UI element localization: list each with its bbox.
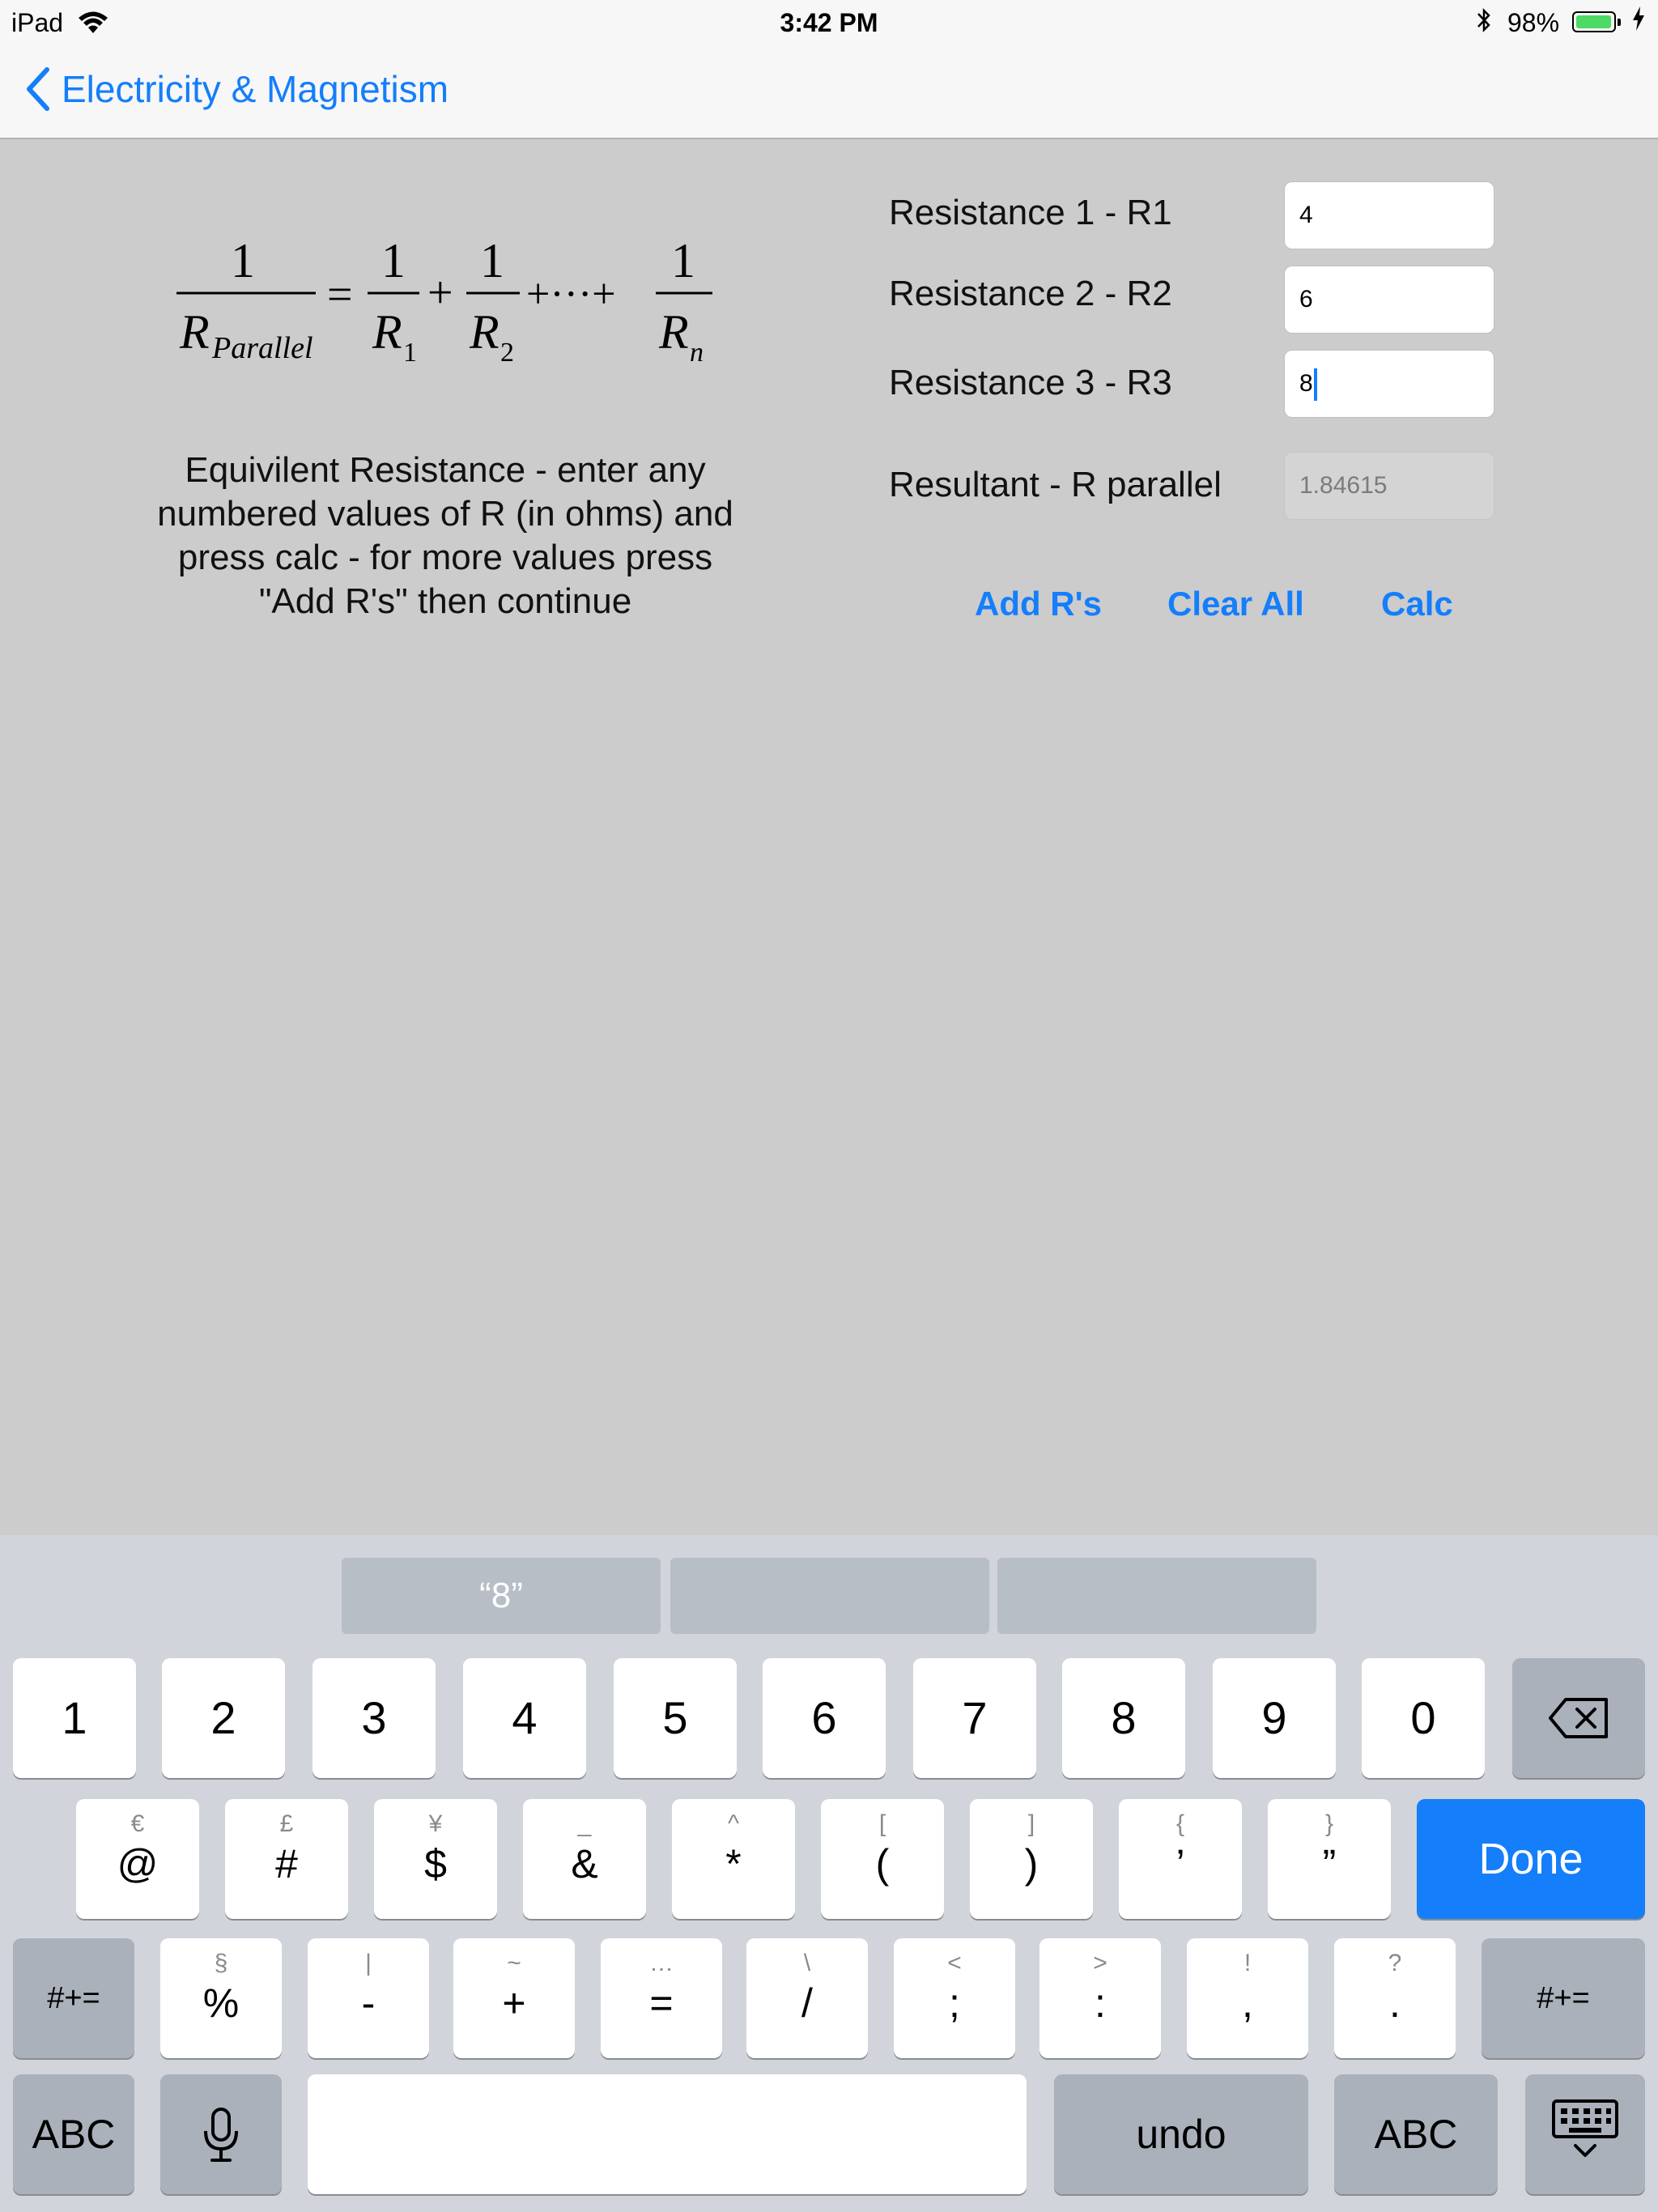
key-row3-0-alt-label: §	[214, 1950, 228, 1976]
key-row3-1-label: -	[361, 1980, 376, 2026]
key-row2-5[interactable]	[821, 1799, 944, 1919]
space-bar[interactable]	[308, 2074, 1027, 2194]
delete-key[interactable]	[1512, 1658, 1645, 1778]
key-row3-7[interactable]	[1187, 1938, 1308, 2058]
key-row2-1[interactable]	[225, 1799, 348, 1919]
suggestion-3[interactable]	[997, 1558, 1316, 1634]
key-row3-5-alt-label: <	[947, 1950, 962, 1976]
instructions-line: numbered values of R (in ohms) and	[157, 494, 733, 534]
key-row2-4-alt-label: ^	[727, 1810, 740, 1837]
result-value: 1.84615	[1299, 472, 1388, 499]
key-row2-4[interactable]	[672, 1799, 795, 1919]
result-label: Resultant - R parallel	[889, 465, 1222, 504]
done-button-label: Done	[1478, 1835, 1584, 1883]
key-row2-8-alt-label: }	[1324, 1810, 1334, 1837]
formula-plus-1: +	[427, 268, 453, 318]
key-row2-6-label: )	[1024, 1841, 1039, 1887]
key-row2-0[interactable]	[76, 1799, 199, 1919]
suggestion-2[interactable]	[670, 1558, 989, 1634]
key-row2-2-label: $	[424, 1841, 447, 1887]
key-row2-8[interactable]	[1268, 1799, 1391, 1919]
instructions-line: press calc - for more values press	[177, 538, 713, 577]
key-row2-5-label: (	[875, 1841, 890, 1887]
key-row3-8-alt-label: ?	[1388, 1950, 1402, 1976]
key-1-label: 1	[62, 1692, 87, 1743]
back-button[interactable]	[24, 63, 449, 115]
key-row3-8-label: .	[1389, 1980, 1401, 2026]
instructions-line: Equivilent Resistance - enter any	[185, 450, 706, 490]
formula-lhs-numerator: 1	[231, 234, 255, 287]
formula-rn: R	[659, 305, 689, 359]
key-row2-5-alt-label: [	[878, 1810, 886, 1837]
suggestion-1[interactable]: “8”	[342, 1558, 661, 1634]
battery-percent: 98%	[1507, 8, 1560, 37]
key-8-label: 8	[1111, 1692, 1137, 1743]
r1-value: 4	[1299, 202, 1313, 228]
formula-rn-numerator: 1	[671, 234, 695, 287]
key-row2-6[interactable]	[970, 1799, 1093, 1919]
undo-key-label: undo	[1136, 2112, 1226, 2157]
clear-all-button[interactable]: Clear All	[1167, 585, 1304, 623]
key-row3-5-label: ;	[949, 1980, 960, 2026]
key-row2-7-alt-label: {	[1175, 1810, 1185, 1837]
key-row2-0-alt-label: €	[130, 1810, 145, 1837]
key-row2-3[interactable]	[523, 1799, 646, 1919]
key-row3-0-label: %	[202, 1980, 240, 2026]
key-1[interactable]	[13, 1658, 136, 1778]
key-row3-4-alt-label: \	[803, 1950, 811, 1976]
key-row3-3-label: =	[649, 1980, 674, 2026]
key-6[interactable]	[763, 1658, 886, 1778]
navigation-bar	[0, 45, 1658, 139]
more-symbols-key-right-label: #+=	[1537, 1981, 1590, 2015]
key-7-label: 7	[962, 1692, 988, 1743]
key-row3-7-label: ,	[1242, 1980, 1253, 2026]
parallel-resistance-formula	[172, 219, 722, 381]
device-name: iPad	[11, 8, 64, 37]
bluetooth-icon	[1475, 6, 1493, 43]
formula-equals: =	[327, 270, 353, 320]
delete-icon	[1548, 1697, 1609, 1739]
undo-key[interactable]	[1054, 2074, 1308, 2194]
key-9[interactable]	[1213, 1658, 1336, 1778]
result-field	[1284, 452, 1494, 520]
key-4[interactable]	[463, 1658, 586, 1778]
back-label: Electricity & Magnetism	[62, 68, 449, 110]
microphone-icon	[202, 2107, 240, 2163]
status-time: 3:42 PM	[780, 8, 878, 37]
formula-r1-numerator: 1	[381, 234, 406, 287]
formula-lhs-r: R	[180, 305, 210, 359]
key-0-label: 0	[1410, 1692, 1436, 1743]
key-row3-6[interactable]	[1039, 1938, 1161, 2058]
key-row3-6-alt-label: >	[1093, 1950, 1107, 1976]
key-row2-4-label: *	[725, 1841, 742, 1887]
key-3[interactable]	[312, 1658, 436, 1778]
key-6-label: 6	[811, 1692, 837, 1743]
instructions-line: "Add R's" then continue	[258, 581, 632, 621]
text-cursor	[1314, 368, 1317, 401]
key-row2-8-label: ”	[1322, 1841, 1337, 1887]
key-0[interactable]	[1362, 1658, 1485, 1778]
r2-field[interactable]	[1284, 266, 1494, 334]
abc-key-right[interactable]	[1334, 2074, 1498, 2194]
key-row2-2-alt-label: ¥	[428, 1810, 443, 1837]
key-row3-1[interactable]	[308, 1938, 429, 2058]
r1-label: Resistance 1 - R1	[889, 193, 1172, 232]
done-button[interactable]	[1417, 1799, 1645, 1919]
abc-key-left[interactable]	[13, 2074, 134, 2194]
key-row3-4-label: /	[801, 1980, 813, 2026]
keyboard-dismiss-key[interactable]	[1525, 2074, 1645, 2194]
formula-r1-subscript: 1	[403, 338, 417, 368]
more-symbols-key-right[interactable]	[1482, 1938, 1645, 2058]
formula-rn-subscript: n	[690, 338, 704, 368]
formula-r2: R	[470, 305, 500, 359]
status-bar	[0, 0, 1658, 45]
key-row2-0-label: @	[117, 1841, 159, 1887]
battery-level-fill	[1576, 15, 1611, 28]
formula-r2-numerator: 1	[480, 234, 504, 287]
key-row3-5[interactable]	[894, 1938, 1015, 2058]
key-row3-0[interactable]	[160, 1938, 282, 2058]
r3-value: 8	[1299, 370, 1313, 397]
r3-field[interactable]	[1284, 350, 1494, 418]
abc-key-right-label: ABC	[1374, 2112, 1458, 2157]
key-row3-3-alt-label: …	[649, 1950, 674, 1976]
key-row3-2[interactable]	[453, 1938, 575, 2058]
key-5[interactable]	[614, 1658, 737, 1778]
key-row3-6-label: :	[1095, 1980, 1106, 2026]
formula-r1: R	[372, 305, 402, 359]
formula-r2-subscript: 2	[500, 338, 514, 368]
charging-bolt-icon	[1630, 5, 1647, 41]
instructions-text	[121, 449, 769, 623]
dictation-key[interactable]	[160, 2074, 282, 2194]
key-8[interactable]	[1062, 1658, 1185, 1778]
abc-key-left-label: ABC	[32, 2112, 116, 2157]
calc-button[interactable]: Calc	[1381, 585, 1453, 623]
r2-value: 6	[1299, 286, 1313, 313]
key-row3-7-alt-label: !	[1244, 1950, 1252, 1976]
key-row2-7[interactable]	[1119, 1799, 1242, 1919]
r1-field[interactable]	[1284, 181, 1494, 249]
more-symbols-key-left[interactable]	[13, 1938, 134, 2058]
key-5-label: 5	[662, 1692, 688, 1743]
formula-lhs-subscript: Parallel	[212, 331, 313, 365]
key-2[interactable]	[162, 1658, 285, 1778]
r3-label: Resistance 3 - R3	[889, 363, 1172, 402]
key-row3-8[interactable]	[1334, 1938, 1456, 2058]
key-row2-1-label: #	[275, 1841, 298, 1887]
key-row3-1-alt-label: |	[365, 1950, 372, 1976]
keyboard	[0, 1535, 1658, 2212]
key-row3-2-alt-label: ~	[507, 1950, 521, 1976]
key-9-label: 9	[1261, 1692, 1287, 1743]
key-row2-7-label: ’	[1175, 1841, 1185, 1887]
key-row2-6-alt-label: ]	[1027, 1810, 1035, 1837]
key-row3-4[interactable]	[746, 1938, 868, 2058]
key-row3-3[interactable]	[601, 1938, 722, 2058]
add-rs-button[interactable]: Add R's	[975, 585, 1102, 623]
more-symbols-key-left-label: #+=	[47, 1981, 100, 2015]
key-7[interactable]	[913, 1658, 1036, 1778]
key-row3-2-label: +	[502, 1980, 526, 2026]
keyboard-dismiss-icon	[1551, 2099, 1619, 2163]
chevron-left-icon	[24, 66, 53, 112]
r2-label: Resistance 2 - R2	[889, 274, 1172, 313]
key-row2-3-label: &	[571, 1841, 598, 1887]
key-4-label: 4	[512, 1692, 538, 1743]
key-row2-1-alt-label: £	[279, 1810, 294, 1837]
formula-ellipsis: +···+	[526, 271, 616, 317]
key-3-label: 3	[361, 1692, 387, 1743]
key-row2-3-alt-label: _	[577, 1810, 592, 1837]
key-row2-2[interactable]	[374, 1799, 497, 1919]
key-2-label: 2	[210, 1692, 236, 1743]
battery-icon	[1572, 11, 1616, 32]
